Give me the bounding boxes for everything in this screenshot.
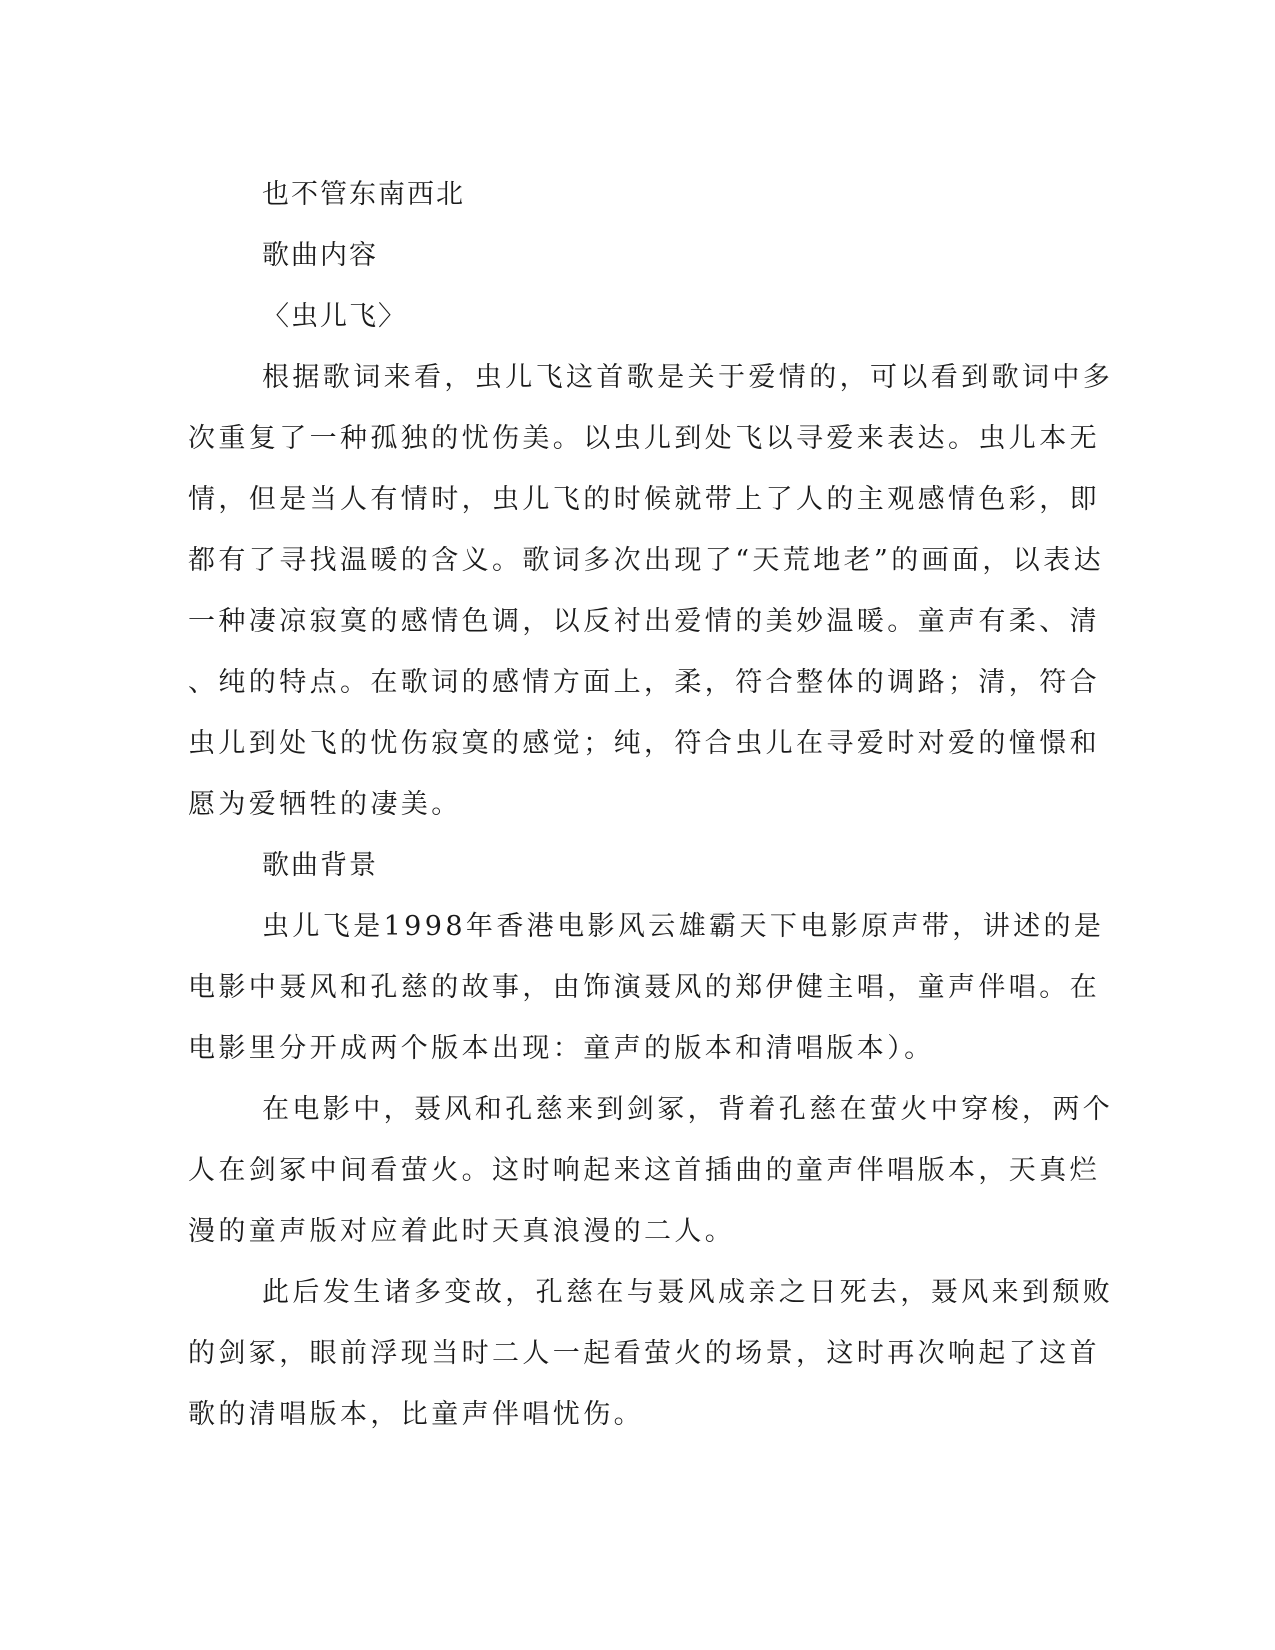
paragraph-line: 电影里分开成两个版本出现：童声的版本和清唱版本）。 [188,1033,935,1064]
paragraph-line: 情，但是当人有情时，虫儿飞的时候就带上了人的主观感情色彩，即 [188,484,1100,515]
section-heading: 〈虫儿飞〉 [262,301,407,332]
paragraph-line: 的剑冢，眼前浮现当时二人一起看萤火的场景，这时再次响起了这首 [188,1338,1100,1369]
paragraph-line: 一种凄凉寂寞的感情色调，以反衬出爱情的美妙温暖。童声有柔、清 [188,606,1100,637]
section-heading: 也不管东南西北 [262,179,465,210]
paragraph-line: 根据歌词来看，虫儿飞这首歌是关于爱情的，可以看到歌词中多 [262,362,1114,393]
section-heading: 歌曲内容 [262,240,378,271]
paragraph [188,347,1114,835]
paragraph-line: 都有了寻找温暖的含义。歌词多次出现了“天荒地老”的画面，以表达 [188,545,1105,576]
paragraph-line: 虫儿到处飞的忧伤寂寞的感觉；纯，符合虫儿在寻爱时对爱的憧憬和 [188,728,1100,759]
paragraph [188,1262,1114,1445]
paragraph-line: 、纯的特点。在歌词的感情方面上，柔，符合整体的调路；清，符合 [188,667,1100,698]
paragraph-line: 在电影中，聂风和孔慈来到剑冢，背着孔慈在萤火中穿梭，两个 [262,1094,1114,1125]
paragraph-line: 歌的清唱版本，比童声伴唱忧伤。 [188,1399,644,1430]
section-heading: 歌曲背景 [262,850,378,881]
paragraph-line: 漫的童声版对应着此时天真浪漫的二人。 [188,1216,736,1247]
paragraph-line: 虫儿飞是1998年香港电影风云雄霸天下电影原声带，讲述的是 [262,911,1105,942]
paragraph-line: 人在剑冢中间看萤火。这时响起来这首插曲的童声伴唱版本，天真烂 [188,1155,1100,1186]
document-body [188,164,1114,1445]
paragraph [188,896,1105,1079]
paragraph [188,1079,1114,1262]
paragraph-line: 此后发生诸多变故，孔慈在与聂风成亲之日死去，聂风来到颓败 [262,1277,1114,1308]
paragraph-line: 次重复了一种孤独的忧伤美。以虫儿到处飞以寻爱来表达。虫儿本无 [188,423,1100,454]
paragraph-line: 电影中聂风和孔慈的故事，由饰演聂风的郑伊健主唱，童声伴唱。在 [188,972,1100,1003]
paragraph-line: 愿为爱牺牲的凄美。 [188,789,462,820]
